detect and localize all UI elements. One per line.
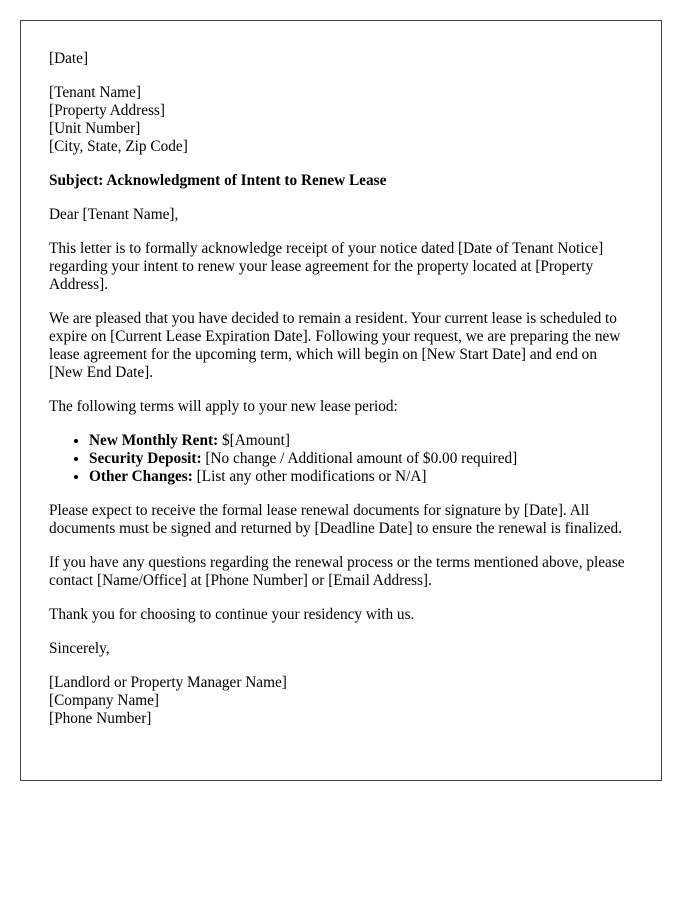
paragraph-terms-intro: The following terms will apply to your new lease period: <box>49 398 398 415</box>
paragraph-thanks: Thank you for choosing to continue your residency with us. <box>49 606 415 623</box>
letter-document <box>20 20 662 781</box>
paragraph-lease-term: We are pleased that you have decided to remain a resident. Your current lease is scheduled to expire on [Current Lease Expiration Date]. Following your request, we are preparing the new lease agreement for the upcoming term, which will begin on [New Start Date] and end on [New End Date]. <box>49 310 621 381</box>
term-value-deposit: [No change / Additional amount of $0.00 required] <box>201 450 518 467</box>
paragraph-acknowledgment: This letter is to formally acknowledge receipt of your notice dated [Date of Tenant Notice] regarding your intent to renew your lease agreement for the property located at [Property Address]. <box>49 240 604 293</box>
list-item <box>89 468 633 486</box>
recipient-unit-number: [Unit Number] <box>49 120 141 137</box>
list-item <box>89 450 633 468</box>
recipient-property-address: [Property Address] <box>49 102 165 119</box>
term-value-other: [List any other modifications or N/A] <box>192 468 427 485</box>
letter-date: [Date] <box>49 50 89 67</box>
terms-list <box>49 432 633 486</box>
subject-line: Subject: Acknowledgment of Intent to Renew Lease <box>49 172 387 189</box>
recipient-address-block <box>49 84 633 156</box>
term-label-rent: New Monthly Rent: <box>89 432 219 449</box>
paragraph-documents: Please expect to receive the formal lease renewal documents for signature by [Date]. All documents must be signed and returned by [Deadline Date] to ensure the renewal is finalized. <box>49 502 623 537</box>
term-value-rent: $[Amount] <box>218 432 290 449</box>
signature-company: [Company Name] <box>49 692 160 709</box>
term-label-other: Other Changes: <box>89 468 193 485</box>
salutation: Dear [Tenant Name], <box>49 206 179 223</box>
closing: Sincerely, <box>49 640 110 657</box>
signature-name: [Landlord or Property Manager Name] <box>49 674 287 691</box>
signature-phone: [Phone Number] <box>49 710 152 727</box>
recipient-name: [Tenant Name] <box>49 84 141 101</box>
list-item <box>89 432 633 450</box>
signature-block <box>49 674 633 728</box>
term-label-deposit: Security Deposit: <box>89 450 202 467</box>
recipient-city-state-zip: [City, State, Zip Code] <box>49 138 188 155</box>
paragraph-contact: If you have any questions regarding the renewal process or the terms mentioned above, please contact [Name/Office] at [Phone Number] or [Email Address]. <box>49 554 625 589</box>
